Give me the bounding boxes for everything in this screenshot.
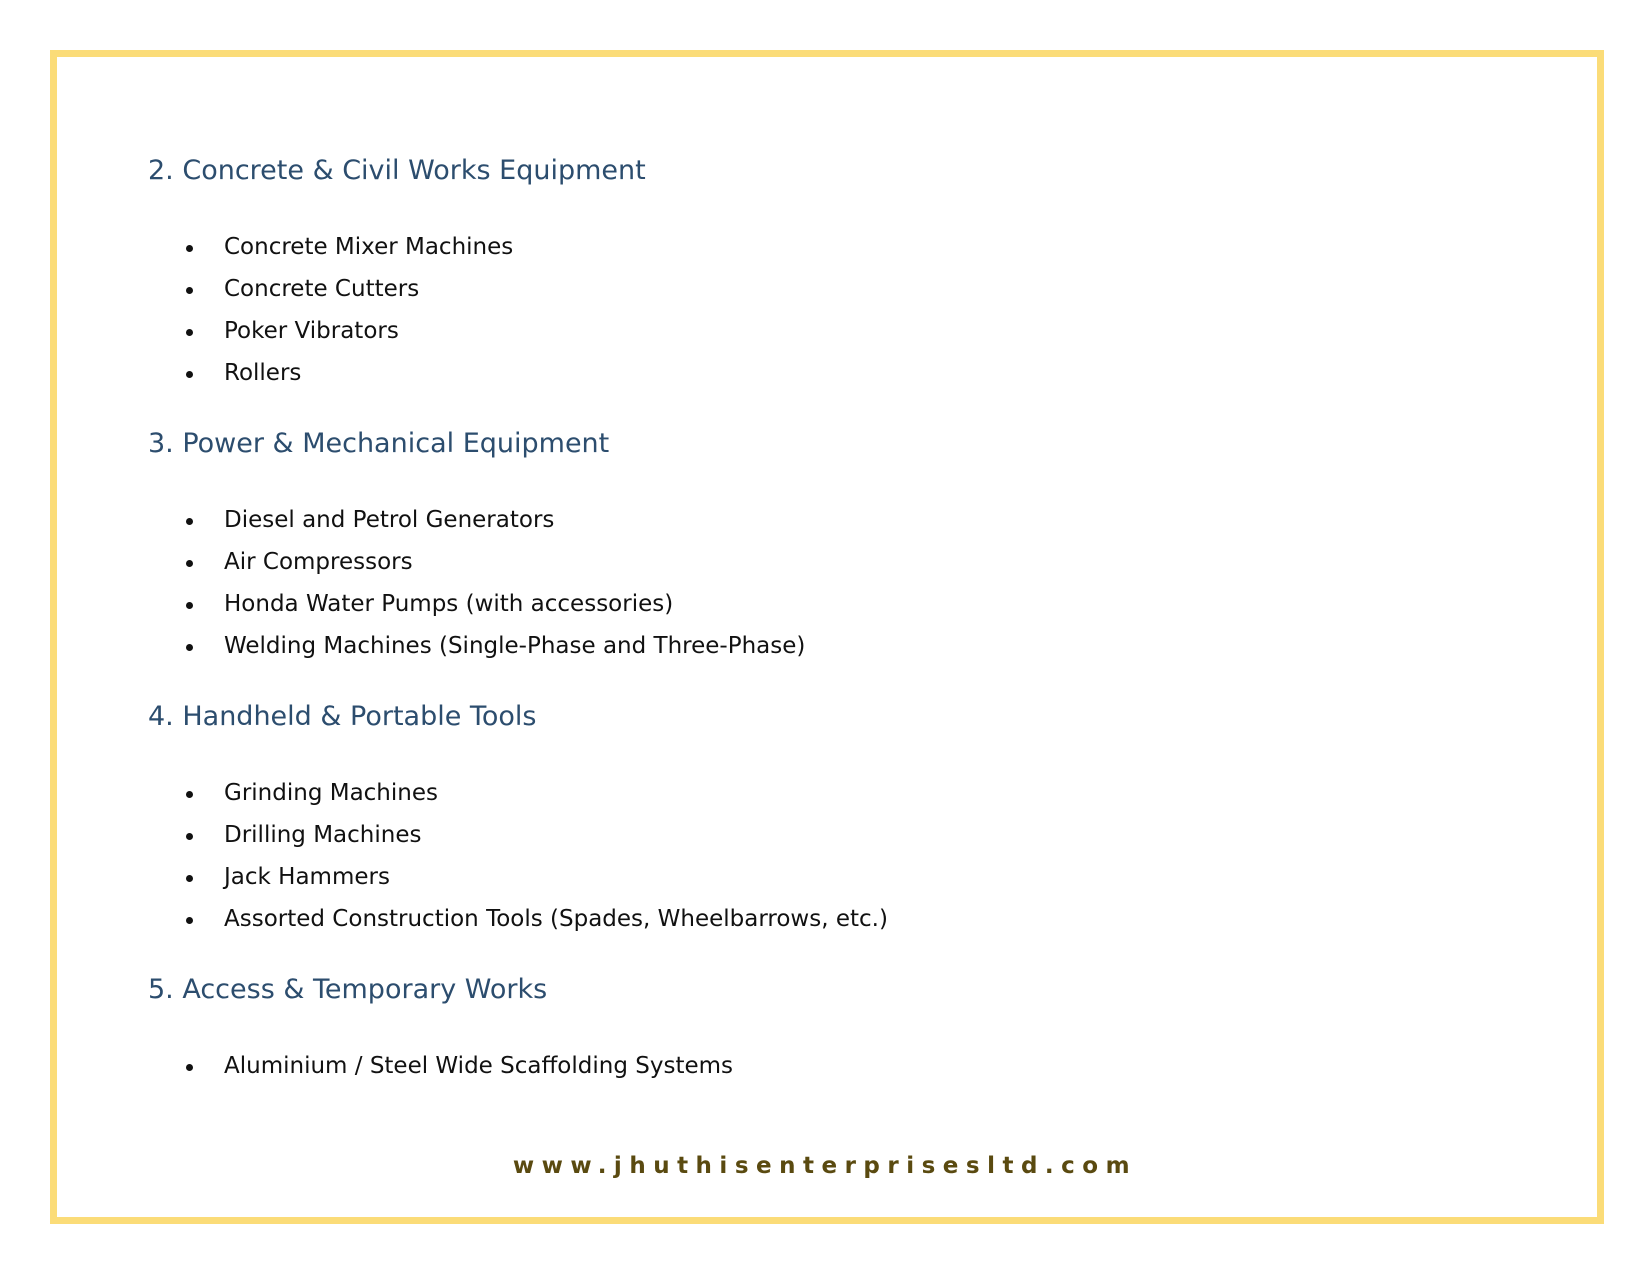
list-item: [148, 499, 1448, 541]
handheld-tools-list: [148, 772, 1448, 940]
section-heading-handheld: 4. Handheld & Portable Tools: [148, 701, 537, 732]
list-item: [148, 583, 1448, 625]
bullet-icon: [186, 371, 193, 378]
list-item: [148, 226, 1448, 268]
bullet-icon: [186, 791, 193, 798]
list-item: [148, 268, 1448, 310]
list-item: [148, 310, 1448, 352]
list-item: [148, 541, 1448, 583]
bullet-icon: [186, 245, 193, 252]
list-item-text: Rollers: [224, 360, 302, 386]
bullet-icon: [186, 917, 193, 924]
bullet-icon: [186, 833, 193, 840]
list-item-text: Aluminium / Steel Wide Scaffolding Systems: [224, 1053, 733, 1079]
list-item: [148, 772, 1448, 814]
bullet-icon: [186, 1064, 193, 1071]
list-item-text: Concrete Mixer Machines: [224, 234, 514, 260]
list-item-text: Grinding Machines: [224, 780, 438, 806]
list-item-text: Diesel and Petrol Generators: [224, 507, 555, 533]
list-item-text: Welding Machines (Single-Phase and Three-Phase): [224, 633, 806, 659]
list-item-text: Assorted Construction Tools (Spades, Wheelbarrows, etc.): [224, 906, 888, 932]
list-item: [148, 814, 1448, 856]
power-equipment-list: [148, 499, 1448, 667]
bullet-icon: [186, 875, 193, 882]
section-heading-power: 3. Power & Mechanical Equipment: [148, 428, 610, 459]
list-item-text: Honda Water Pumps (with accessories): [224, 591, 674, 617]
list-item-text: Air Compressors: [224, 549, 413, 575]
bullet-icon: [186, 560, 193, 567]
list-item-text: Drilling Machines: [224, 822, 422, 848]
list-item-text: Poker Vibrators: [224, 318, 399, 344]
list-item: [148, 625, 1448, 667]
list-item: [148, 856, 1448, 898]
list-item-text: Concrete Cutters: [224, 276, 420, 302]
bullet-icon: [186, 287, 193, 294]
list-item: [148, 1045, 1448, 1087]
bullet-icon: [186, 329, 193, 336]
list-item: [148, 898, 1448, 940]
list-item-text: Jack Hammers: [224, 864, 390, 890]
bullet-icon: [186, 518, 193, 525]
bullet-icon: [186, 644, 193, 651]
section-heading-concrete: 2. Concrete & Civil Works Equipment: [148, 155, 646, 186]
equipment-list-content: [148, 151, 1448, 1117]
list-item: [148, 352, 1448, 394]
access-works-list: [148, 1045, 1448, 1087]
bullet-icon: [186, 602, 193, 609]
website-url: www.jhuthisenterprisesltd.com: [512, 1153, 1138, 1179]
concrete-equipment-list: [148, 226, 1448, 394]
section-heading-access: 5. Access & Temporary Works: [148, 974, 548, 1005]
